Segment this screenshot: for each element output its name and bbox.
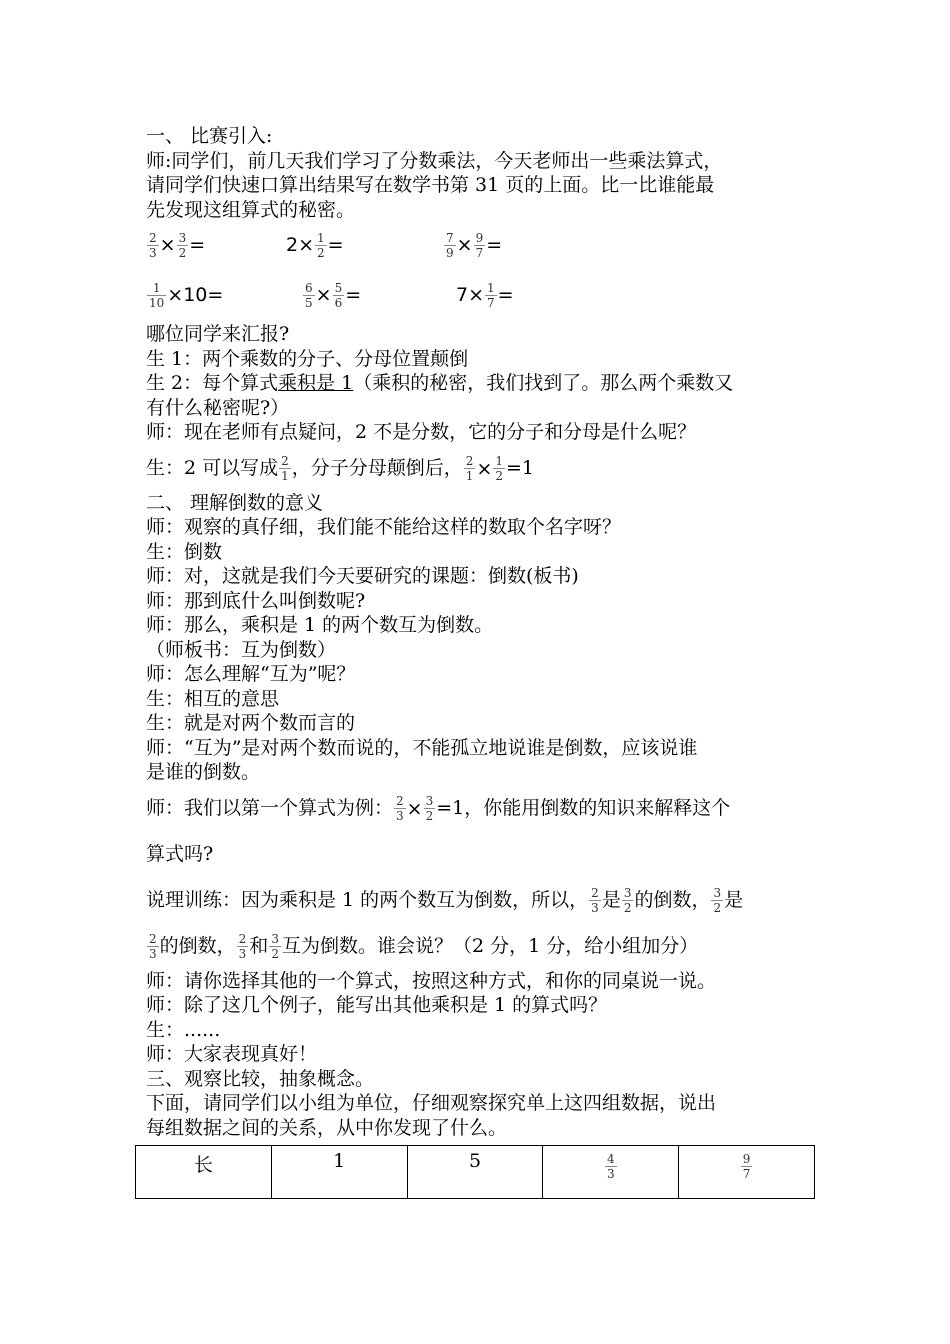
dialogue-line: 师：那到底什么叫倒数呢?	[146, 589, 366, 612]
dialogue-line: 是谁的倒数。	[146, 761, 261, 783]
fraction: $\frac{3}{2}$	[271, 932, 279, 961]
question-line: 哪位同学来汇报?	[146, 323, 290, 345]
equation-row-2	[146, 272, 814, 322]
table-cell	[543, 1146, 679, 1199]
equation-1-10-times-10: $\frac{1}{10}$ ×10=	[149, 280, 224, 310]
dialogue-line: 师：除了这几个例子，能写出其他乘积是 1 的算式吗？	[146, 994, 608, 1016]
fraction: $\frac{2}{1}$	[465, 454, 474, 483]
table-cell	[679, 1146, 815, 1199]
dialogue-line: 师：对，这就是我们今天要研究的课题：倒数(板书)	[146, 565, 579, 587]
equation-row-1	[146, 222, 814, 272]
fraction: $\frac{2}{3}$	[396, 794, 404, 823]
equation-2-3-times-3-2: $\frac{2}{3}$ × $\frac{3}{2}$ =	[149, 230, 206, 260]
dialogue-line: 生：......	[146, 1018, 221, 1041]
fraction: $\frac{3}{2}$	[713, 886, 722, 915]
table-cell: 5	[407, 1146, 543, 1199]
intro-line-1: 师:同学们，前几天我们学习了分数乘法，今天老师出一些乘法算式，	[146, 149, 723, 172]
equation-2-times-1-2: 2 × $\frac{1}{2}$ =	[286, 230, 344, 260]
student-2-line-cont: 有什么秘密呢?）	[146, 396, 290, 419]
section-heading-3: 三、观察比较，抽象概念。	[146, 1067, 375, 1090]
example-line: 师：我们以第一个算式为例： $\frac{2}{3}$ × $\frac{3}{2}$ =1，你能用倒数的知识来解释这个	[146, 794, 731, 823]
reasoning-line: 说理训练：因为乘积是 1 的两个数互为倒数，所以， $\frac{2}{3}$ 是 $\frac{3}{2}$ 的倒数， $\frac{3}{2}$ 是	[146, 886, 744, 915]
fraction: $\frac{2}{3}$	[238, 932, 247, 961]
dialogue-line: 师：“互为”是对两个数而说的，不能孤立地说谁是倒数，应该说谁	[146, 736, 698, 759]
fraction: $\frac{5}{6}$	[334, 280, 343, 310]
student-2-line: 生 2：每个算式乘积是 1（乘积的秘密，我们找到了。那么两个乘数又	[146, 372, 734, 394]
equation-7-times-1-7: 7 × $\frac{1}{7}$ =	[456, 280, 514, 310]
fraction: $\frac{4}{3}$	[606, 1152, 615, 1181]
data-table	[135, 1145, 815, 1199]
lesson-document	[146, 124, 814, 1140]
section-heading-1: 一、 比赛引入:	[146, 125, 273, 147]
fraction: $\frac{2}{3}$	[591, 886, 599, 915]
instruction-line: 每组数据之间的关系，从中你发现了什么。	[146, 1116, 508, 1139]
underlined-text: 乘积是 1	[278, 372, 354, 394]
equation-6-5-times-5-6: $\frac{6}{5}$ × $\frac{5}{6}$ =	[305, 280, 362, 310]
student-1-line: 生 1：两个乘数的分子、分母位置颠倒	[146, 347, 469, 370]
fraction: $\frac{2}{3}$	[149, 932, 157, 961]
table-header-cell: 长	[136, 1146, 272, 1199]
dialogue-line: 生：倒数	[146, 540, 223, 563]
fraction: $\frac{1}{7}$	[487, 280, 495, 310]
table-cell: 1	[271, 1146, 407, 1199]
fraction: $\frac{3}{2}$	[178, 230, 187, 260]
dialogue-line: 生：就是对两个数而言的	[146, 712, 356, 734]
fraction: $\frac{1}{2}$	[317, 230, 325, 260]
dialogue-line: 生：相互的意思	[146, 687, 280, 710]
dialogue-line: （师板书：互为倒数）	[146, 638, 337, 661]
teacher-line: 师：现在老师有点疑问，2 不是分数，它的分子和分母是什么呢？	[146, 421, 697, 443]
dialogue-line: 师：观察的真仔细，我们能不能给这样的数取个名字呀？	[146, 516, 622, 538]
fraction: $\frac{6}{5}$	[305, 280, 313, 310]
reasoning-line-cont: $\frac{2}{3}$ 的倒数， $\frac{2}{3}$ 和 $\frac{3}{2}$ 互为倒数。谁会说？（2 分，1 分，给小组加分）	[149, 932, 699, 961]
dialogue-line: 师：请你选择其他的一个算式，按照这种方式，和你的同桌说一说。	[146, 969, 717, 992]
fraction: $\frac{3}{2}$	[425, 794, 434, 823]
fraction: $\frac{1}{2}$	[495, 454, 503, 483]
equation-7-9-times-9-7: $\frac{7}{9}$ × $\frac{9}{7}$ =	[446, 230, 503, 260]
fraction: $\frac{7}{9}$	[446, 230, 454, 260]
instruction-line: 下面，请同学们以小组为单位，仔细观察探究单上这四组数据，说出	[146, 1092, 717, 1114]
intro-line-2: 请同学们快速口算出结果写在数学书第 31 页的上面。比一比谁能最	[146, 174, 715, 196]
fraction: $\frac{9}{7}$	[475, 230, 484, 260]
student-3-line: 生：2 可以写成 $\frac{2}{1}$ ，分子分母颠倒后， $\frac{2}{1}$ × $\frac{1}{2}$ =1	[146, 454, 535, 483]
table-row	[136, 1146, 815, 1199]
fraction: $\frac{9}{7}$	[742, 1152, 751, 1181]
fraction: $\frac{1}{10}$	[149, 280, 165, 310]
fraction: $\frac{2}{3}$	[149, 230, 157, 260]
dialogue-line: 师：大家表现真好！	[146, 1043, 318, 1065]
dialogue-line: 师：那么，乘积是 1 的两个数互为倒数。	[146, 614, 494, 636]
dialogue-line: 师：怎么理解“互为”呢？	[146, 663, 356, 685]
fraction: $\frac{2}{1}$	[281, 454, 289, 483]
example-line-cont: 算式吗?	[146, 842, 214, 865]
section-heading-2: 二、 理解倒数的意义	[146, 491, 324, 514]
fraction: $\frac{3}{2}$	[623, 886, 632, 915]
intro-line-3: 先发现这组算式的秘密。	[146, 198, 356, 221]
